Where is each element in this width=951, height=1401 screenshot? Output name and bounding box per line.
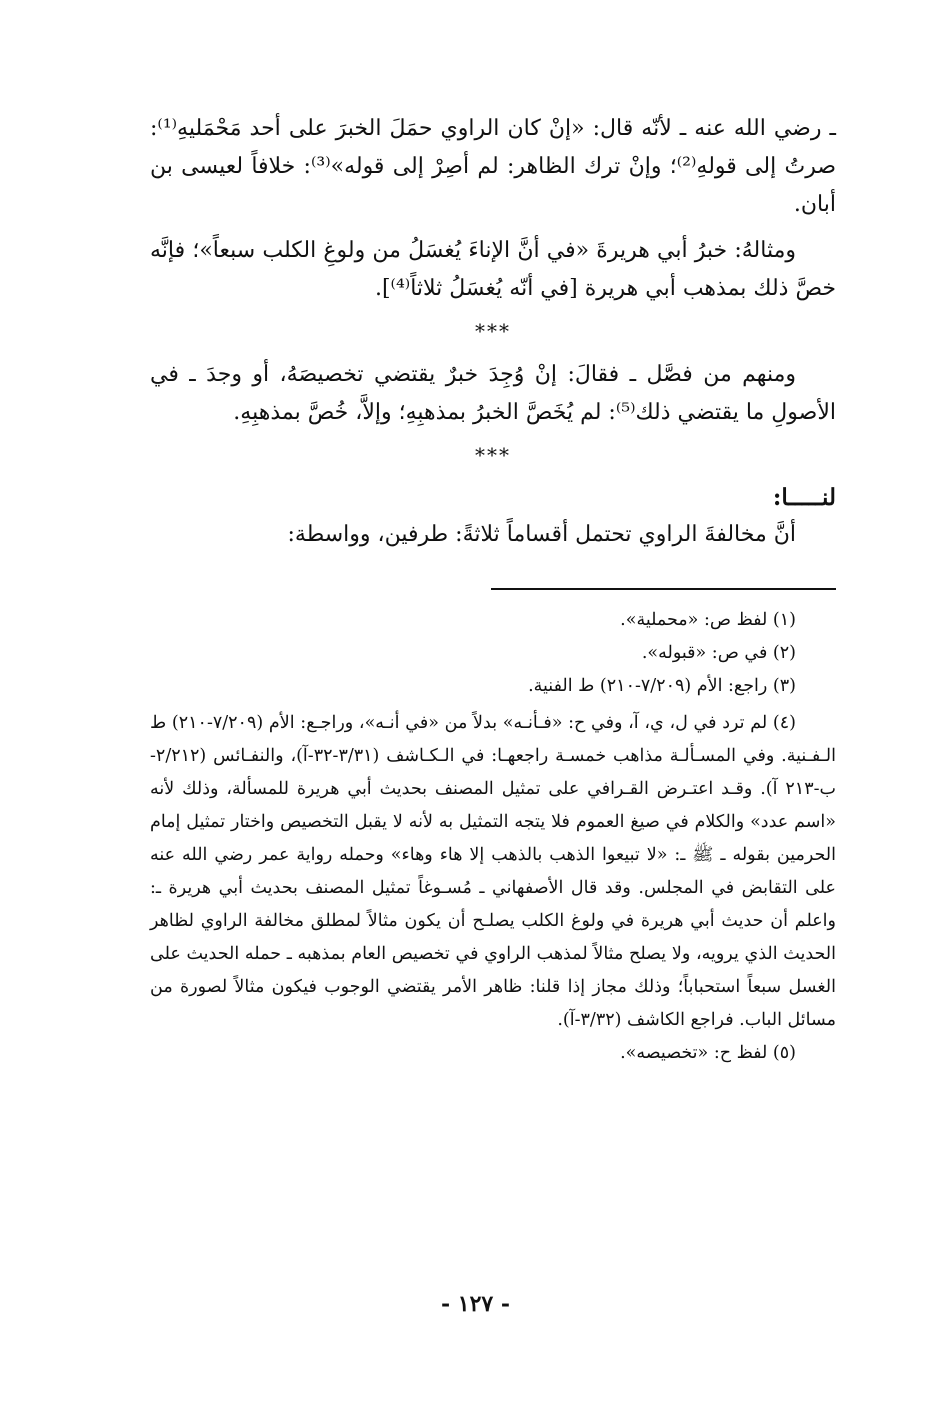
paragraph-4: أنَّ مخالفةَ الراوي تحتمل أقساماً ثلاثةً: طرفين، وواسطة: (287, 522, 796, 547)
footnote-4: (٤) لم ترد في ل، ي، آ، وفي ح: «فـأنـه» بدلاً من «في أنـه»، وراجـع: الأم (٧/٢٠٩-٢١٠) ط الـفـنية. وفي المسـألـة مذاهب خمسـة راجعهـا: في الـكـاشف (٣/٣١-٣٢-آ)، والنفـائس (٢/٢١٢-ب-٢١٣ آ). وقـد اعتـرض القـرافي على تمثيل المصنف بحديث أبي هريرة للمسألة، وذلك لأنه «اسم عدد» والكلام في صيغ العموم فلا يتجه التمثيل به لأنه لا يقبل التخصيص واختار تمثيل إمام الحرمين بقوله ـ ﷺ ـ: «لا تبيعوا الذهب بالذهب إلا هاء وهاء» وحمله رواية عمر رضي الله عنه على التقابض في المجلس. وقد قال الأصفهاني ـ مُسـوغاً تمثيل المصنف بحديث أبي هريرة ـ: واعلم أن حديث أبي هريرة في ولوغ الكلب يصلـح أن يكون مثالاً لمطلق مخالفة الراوي لظاهر الحديث الذي يرويه، ولا يصلح مثالاً لمذهب الراوي في تخصيص العام بمذهبه ـ حمله الحديث على الغسل سبعاً استحباباً؛ وذلك مجاز إذا قلنا: ظاهر الأمر يقتضي الوجوب فيكون مثالاً لصورة من مسائل الباب. فراجع الكاشف (٣/٣٢-آ). (150, 713, 836, 1030)
main-text (150, 110, 836, 554)
footnote-3: (٣) راجع: الأم (٧/٢٠٩-٢١٠) ط الفنية. (528, 676, 796, 696)
footnote-2: (٢) في ص: «قبوله». (641, 643, 796, 663)
paragraph-3: ومنهم من فصَّل ـ فقالَ: إنْ وُجِدَ خبرٌ يقتضي تخصيصَهُ، أو وجدَ ـ في الأصولِ ما يقتضي ذلك⁽⁵⁾: لم يُخَصَّ الخبرُ بمذهبِهِ؛ وإلاَّ، خُصَّ بمذهبِهِ. (150, 362, 836, 425)
footnote-1: (١) لفظ ص: «محملية». (620, 610, 796, 630)
section-separator: *** (475, 319, 511, 343)
paragraph-1: ـ رضي الله عنه ـ لأنّه قال: «إنْ كان الراوي حمَلَ الخبرَ على أحد مَحْمَليهِ⁽¹⁾: صرتُ إلى قولهِ⁽²⁾؛ وإنْ ترك الظاهر: لم أصِرْ إلى قوله»⁽³⁾: خلافاً لعيسى بن أبان. (150, 116, 837, 217)
heading-lana: لنـــــا: (772, 484, 836, 511)
page-number: - ١٢٧ - (440, 1291, 511, 1317)
footnote-divider (491, 588, 836, 590)
footnote-5: (٥) لفظ ح: «تخصيصه». (620, 1043, 796, 1063)
section-separator: *** (475, 443, 511, 467)
paragraph-2: ومثالهُ: خبرُ أبي هريرةَ «في أنَّ الإناءَ يُغسَلُ من ولوغِ الكلب سبعاً»؛ فإنَّه خصَّ ذلك بمذهب أبي هريرة [في أنّه يُغسَلُ ثلاثاً⁽⁴⁾]. (150, 238, 836, 301)
footnotes (150, 604, 836, 1070)
page-content (150, 110, 836, 1070)
